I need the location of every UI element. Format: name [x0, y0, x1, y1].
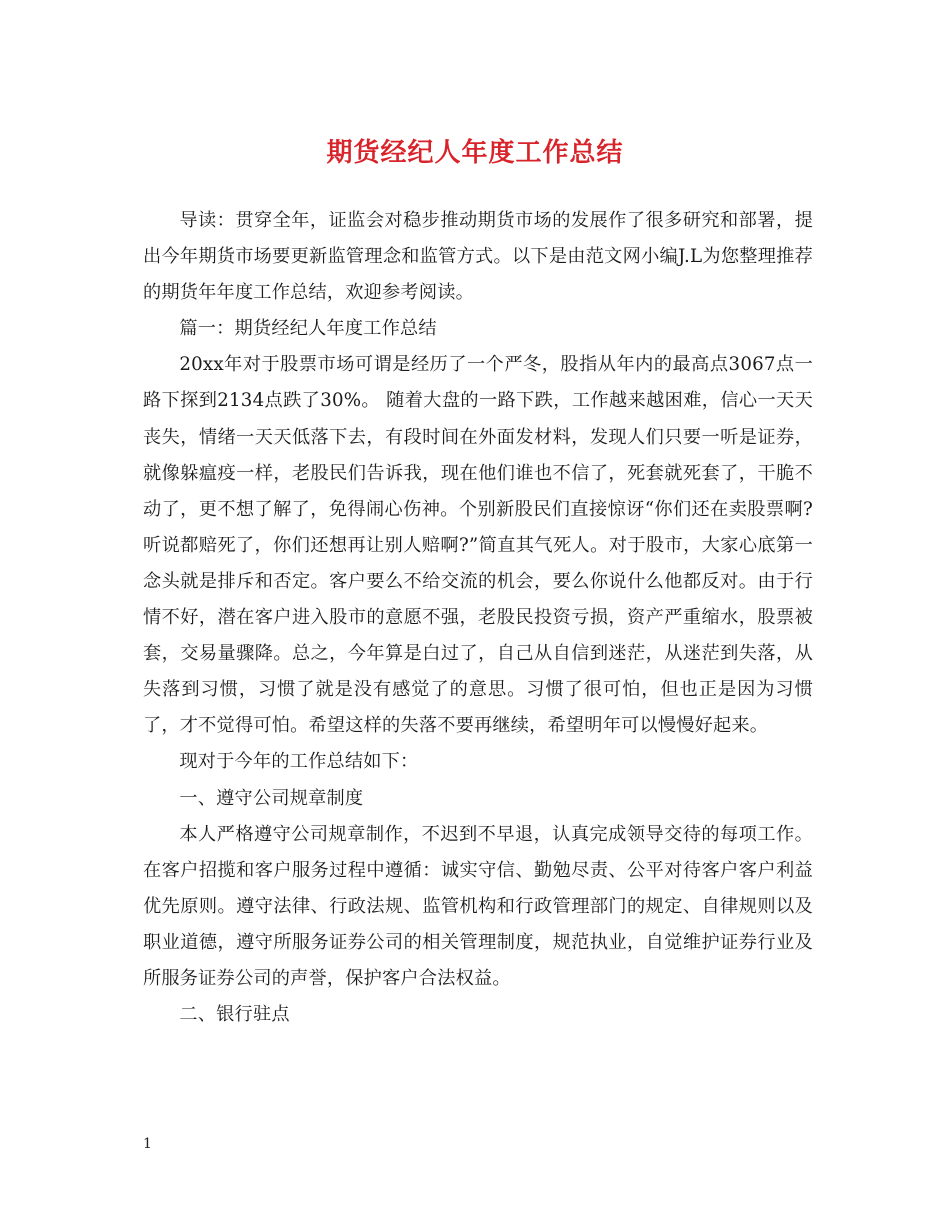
- paragraph-heading-2: 二、银行驻点: [179, 1004, 290, 1026]
- paragraph-summary-intro: 现对于今年的工作总结如下：: [179, 751, 419, 773]
- paragraph-heading-1: 一、遵守公司规章制度: [179, 787, 364, 809]
- page-number: 1: [143, 1136, 152, 1152]
- document-body: [143, 203, 813, 1033]
- paragraph-main: 20xx年对于股票市场可谓是经历了一个严冬，股指从年内的最高点3067点一路下探到2134点跌了30%。 随着大盘的一路下跌，工作越来越困难，信心一天天丧失，情绪一天天低落下去，有段时间在外面发材料，发现人们只要一听是证券，就像躲瘟疫一样，老股民们告诉我，现在他们谁也不信了，死套就死套了，干脆不动了，更不想了解了，免得闹心伤神。个别新股民们直接惊讶“你们还在卖股票啊?听说都赔死了，你们还想再让别人赔啊?”简直其气死人。对于股市，大家心底第一念头就是排斥和否定。客户要么不给交流的机会，要么你说什么他都反对。由于行情不好，潜在客户进入股市的意愿不强，老股民投资亏损，资产严重缩水，股票被套，交易量骤降。总之，今年算是白过了，自己从自信到迷茫，从迷茫到失落，从失落到习惯，习惯了就是没有感觉了的意思。习惯了很可怕，但也正是因为习惯了，才不觉得可怕。希望这样的失落不要再继续，希望明年可以慢慢好起来。: [143, 354, 813, 737]
- document-title: 期货经纪人年度工作总结: [326, 138, 624, 168]
- paragraph-rules: 本人严格遵守公司规章制作，不迟到不早退，认真完成领导交待的每项工作。在客户招揽和客户服务过程中遵循：诚实守信、勤勉尽责、公平对待客户客户利益优先原则。遵守法律、行政法规、监管机构和行政管理部门的规定、自律规则以及职业道德，遵守所服务证券公司的相关管理制度，规范执业，自觉维护证券行业及所服务证券公司的声誉，保护客户合法权益。: [143, 823, 813, 989]
- paragraph-section-heading: 篇一：期货经纪人年度工作总结: [179, 318, 437, 340]
- paragraph-intro: 导读：贯穿全年，证监会对稳步推动期货市场的发展作了很多研究和部署，提出今年期货市场要更新监管理念和监管方式。以下是由范文网小编J.L为您整理推荐的期货年年度工作总结，欢迎参考阅读。: [143, 210, 813, 304]
